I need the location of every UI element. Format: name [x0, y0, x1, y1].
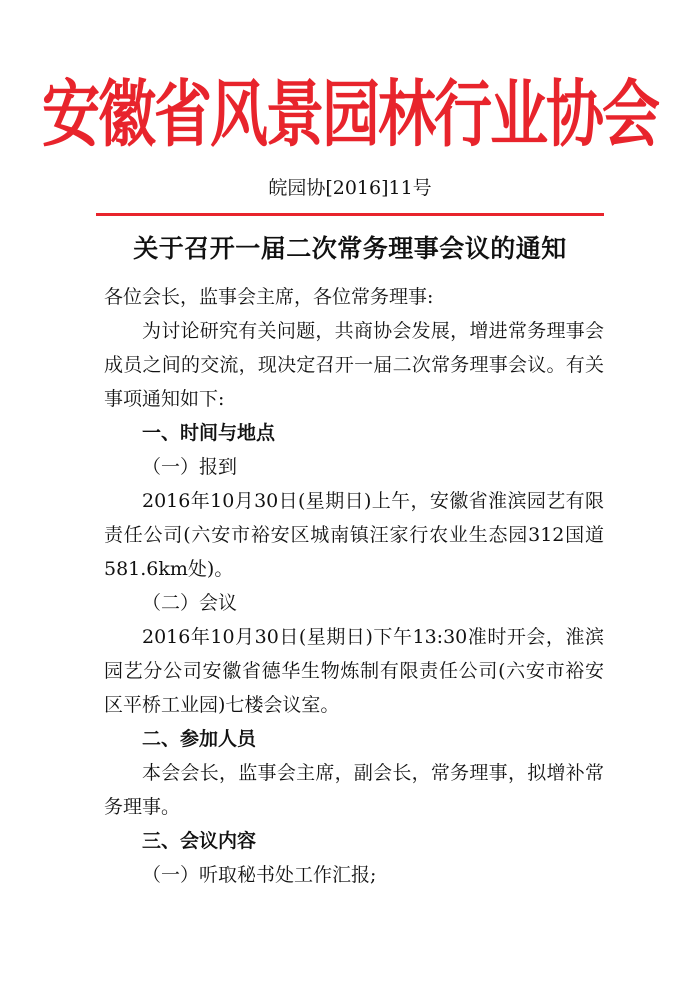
- organization-header: 安徽省风景园林行业协会: [41, 71, 658, 157]
- section-2-heading: 二、参加人员: [142, 728, 257, 750]
- section-2-text: 本会会长，监事会主席，副会长，常务理事，拟增补常务理事。: [104, 762, 604, 818]
- document-number: 皖园协[2016]11号: [268, 177, 432, 199]
- section-3-sub-1: （一）听取秘书处工作汇报;: [142, 864, 377, 886]
- section-1-heading: 一、时间与地点: [142, 422, 276, 444]
- section-3-heading: 三、会议内容: [142, 830, 257, 852]
- salutation: 各位会长，监事会主席，各位常务理事:: [104, 286, 434, 308]
- section-1-sub-2-text: 2016年10月30日(星期日)下午13:30准时开会，淮滨园艺分公司安徽省德华生物炼制有限责任公司(六安市裕安区平桥工业园)七楼会议室。: [104, 626, 604, 716]
- notice-title: 关于召开一届二次常务理事会议的通知: [133, 234, 567, 263]
- document-body: [104, 280, 604, 892]
- section-1-sub-1-text: 2016年10月30日(星期日)上午，安徽省淮滨园艺有限责任公司(六安市裕安区城南镇汪家行农业生态园312国道581.6km处)。: [104, 490, 604, 580]
- red-divider-line: [96, 213, 604, 216]
- intro-paragraph: 为讨论研究有关问题，共商协会发展，增进常务理事会成员之间的交流，现决定召开一届二次常务理事会议。有关事项通知如下:: [104, 320, 604, 410]
- section-1-sub-1-heading: （一）报到: [142, 456, 238, 478]
- section-1-sub-2-heading: （二）会议: [142, 592, 238, 614]
